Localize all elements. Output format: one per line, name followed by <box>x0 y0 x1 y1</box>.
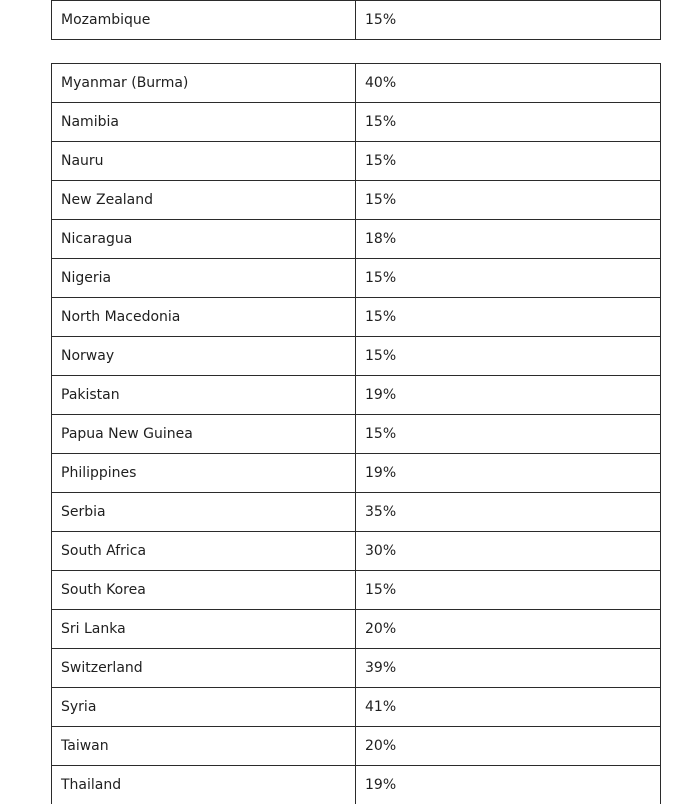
rate-cell: 18% <box>356 220 661 259</box>
country-cell: Nigeria <box>52 259 356 298</box>
rate-cell: 15% <box>356 142 661 181</box>
rate-cell: 20% <box>356 610 661 649</box>
country-cell: Myanmar (Burma) <box>52 64 356 103</box>
rate-cell: 15% <box>356 181 661 220</box>
rate-cell: 15% <box>356 571 661 610</box>
rate-cell: 41% <box>356 688 661 727</box>
country-cell: Mozambique <box>52 1 356 40</box>
country-cell: New Zealand <box>52 181 356 220</box>
rate-cell: 40% <box>356 64 661 103</box>
country-cell: Nicaragua <box>52 220 356 259</box>
tariff-table-top <box>51 0 661 40</box>
rate-cell: 19% <box>356 766 661 805</box>
country-cell: Philippines <box>52 454 356 493</box>
country-cell: Nauru <box>52 142 356 181</box>
rate-cell: 19% <box>356 454 661 493</box>
country-cell: Syria <box>52 688 356 727</box>
table-row <box>52 142 661 181</box>
table-row <box>52 259 661 298</box>
country-cell: Namibia <box>52 103 356 142</box>
table-row <box>52 610 661 649</box>
tariff-table-top-body <box>52 1 661 40</box>
table-row <box>52 727 661 766</box>
table-row <box>52 766 661 805</box>
rate-cell: 15% <box>356 103 661 142</box>
rate-cell: 15% <box>356 337 661 376</box>
rate-cell: 30% <box>356 532 661 571</box>
rate-cell: 15% <box>356 259 661 298</box>
table-row <box>52 64 661 103</box>
table-row <box>52 532 661 571</box>
rate-cell: 20% <box>356 727 661 766</box>
rate-cell: 35% <box>356 493 661 532</box>
country-cell: Pakistan <box>52 376 356 415</box>
country-cell: Papua New Guinea <box>52 415 356 454</box>
country-cell: South Africa <box>52 532 356 571</box>
rate-cell: 15% <box>356 1 661 40</box>
tariff-table-body <box>52 64 661 805</box>
table-row <box>52 376 661 415</box>
country-cell: Switzerland <box>52 649 356 688</box>
table-row <box>52 220 661 259</box>
table-row <box>52 415 661 454</box>
table-row <box>52 571 661 610</box>
tariff-table <box>51 63 661 804</box>
country-cell: Serbia <box>52 493 356 532</box>
table-row <box>52 649 661 688</box>
country-cell: North Macedonia <box>52 298 356 337</box>
table-row <box>52 688 661 727</box>
table-row <box>52 103 661 142</box>
country-cell: Norway <box>52 337 356 376</box>
table-row <box>52 493 661 532</box>
country-cell: Sri Lanka <box>52 610 356 649</box>
rate-cell: 19% <box>356 376 661 415</box>
rate-cell: 15% <box>356 415 661 454</box>
rate-cell: 15% <box>356 298 661 337</box>
table-row <box>52 454 661 493</box>
rate-cell: 39% <box>356 649 661 688</box>
table-row <box>52 181 661 220</box>
country-cell: South Korea <box>52 571 356 610</box>
country-cell: Taiwan <box>52 727 356 766</box>
country-cell: Thailand <box>52 766 356 805</box>
table-row <box>52 298 661 337</box>
table-row <box>52 1 661 40</box>
table-row <box>52 337 661 376</box>
